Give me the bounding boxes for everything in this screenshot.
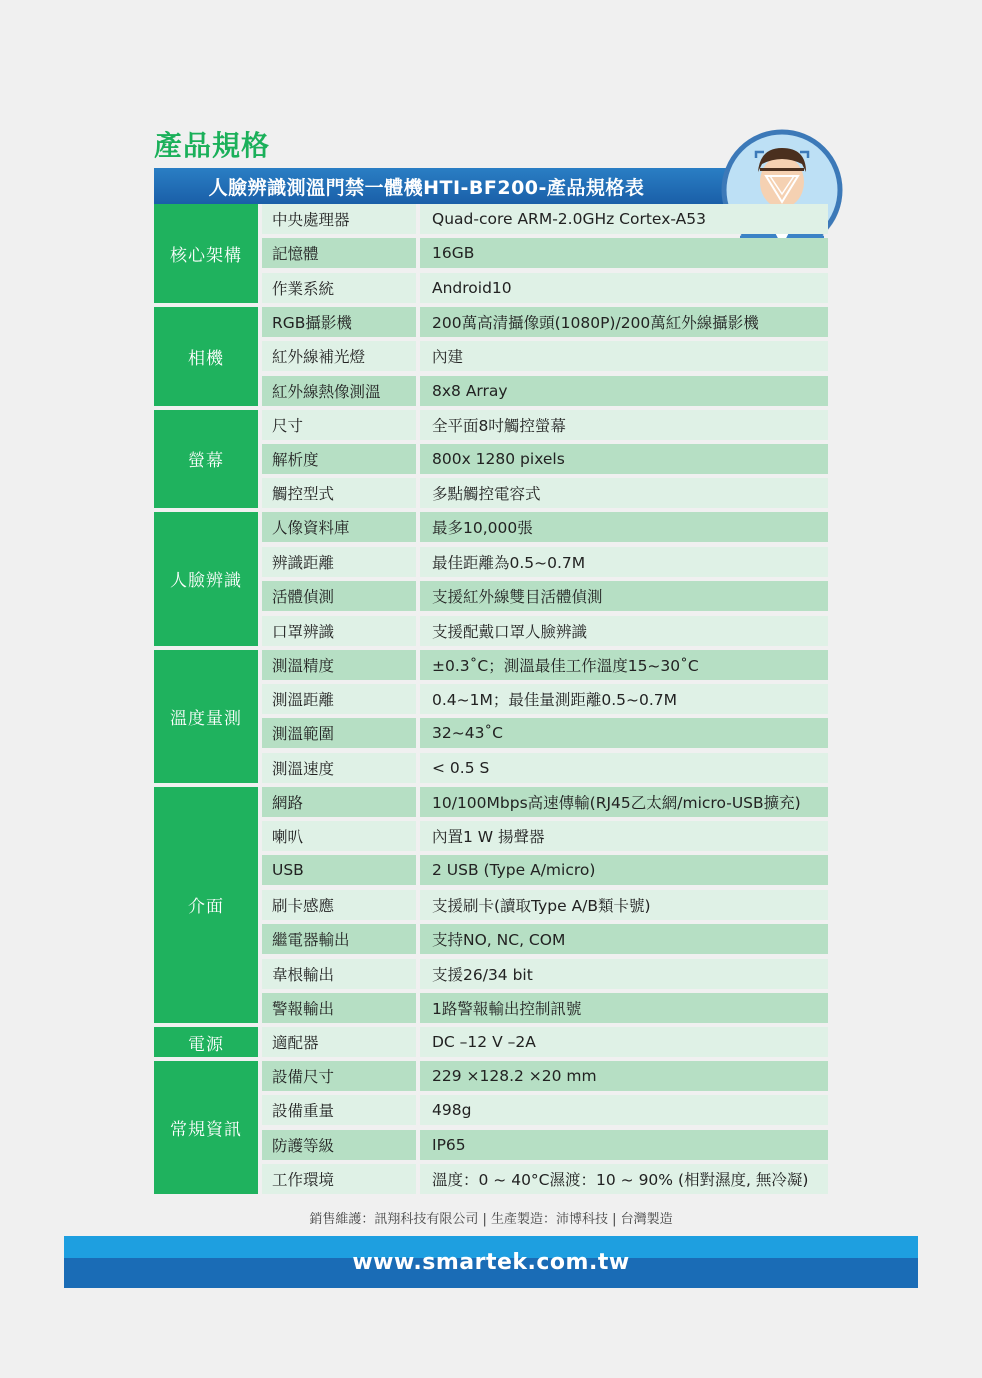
spec-value: 全平面8吋觸控螢幕	[420, 410, 828, 440]
spec-group	[154, 1061, 828, 1194]
spec-row	[262, 273, 828, 303]
spec-row	[262, 1027, 828, 1057]
spec-value: 229 ×128.2 ×20 mm	[420, 1061, 828, 1091]
spec-row	[262, 650, 828, 680]
spec-group	[154, 1027, 828, 1057]
spec-key: 測溫距離	[262, 684, 416, 714]
spec-value: 內置1 W 揚聲器	[420, 821, 828, 851]
group-label: 常規資訊	[154, 1061, 258, 1194]
spec-value: IP65	[420, 1130, 828, 1160]
spec-row	[262, 753, 828, 783]
spec-value: Android10	[420, 273, 828, 303]
website-link[interactable]: www.smartek.com.tw	[352, 1249, 630, 1275]
spec-value: 支援刷卡(讀取Type A/B類卡號)	[420, 890, 828, 920]
group-rows	[258, 787, 828, 1023]
spec-row	[262, 238, 828, 268]
group-rows	[258, 410, 828, 509]
spec-row	[262, 787, 828, 817]
spec-key: 測溫速度	[262, 753, 416, 783]
spec-row	[262, 855, 828, 885]
spec-row	[262, 478, 828, 508]
spec-value: 0.4~1M；最佳量測距離0.5~0.7M	[420, 684, 828, 714]
spec-row	[262, 1095, 828, 1125]
spec-key: 活體偵測	[262, 581, 416, 611]
spec-row	[262, 204, 828, 234]
table-title: 人臉辨識測溫門禁一體機HTI-BF200-產品規格表	[154, 168, 739, 204]
spec-value: 1路警報輸出控制訊號	[420, 993, 828, 1023]
spec-key: 測溫範圍	[262, 718, 416, 748]
spec-group	[154, 307, 828, 406]
spec-row	[262, 1061, 828, 1091]
spec-row	[262, 581, 828, 611]
spec-value: 最佳距離為0.5~0.7M	[420, 547, 828, 577]
spec-key: 適配器	[262, 1027, 416, 1057]
spec-value: 支援26/34 bit	[420, 959, 828, 989]
spec-group	[154, 410, 828, 509]
spec-key: 設備重量	[262, 1095, 416, 1125]
spec-group	[154, 787, 828, 1023]
spec-value: 溫度：0 ~ 40°C濕渡：10 ~ 90% (相對濕度, 無冷凝)	[420, 1164, 828, 1194]
spec-row	[262, 512, 828, 542]
spec-value: 支持NO, NC, COM	[420, 924, 828, 954]
spec-value: Quad-core ARM-2.0GHz Cortex-A53	[420, 204, 828, 234]
spec-value: 支援紅外線雙目活體偵測	[420, 581, 828, 611]
spec-row	[262, 547, 828, 577]
website-banner	[64, 1236, 918, 1288]
spec-key: 測溫精度	[262, 650, 416, 680]
spec-key: 辨識距離	[262, 547, 416, 577]
spec-key: 口罩辨識	[262, 616, 416, 646]
spec-row	[262, 307, 828, 337]
spec-value: 2 USB (Type A/micro)	[420, 855, 828, 885]
spec-value: < 0.5 S	[420, 753, 828, 783]
spec-row	[262, 1164, 828, 1194]
spec-value: 最多10,000張	[420, 512, 828, 542]
spec-value: 內建	[420, 341, 828, 371]
spec-table	[154, 204, 828, 1198]
spec-key: 警報輸出	[262, 993, 416, 1023]
group-rows	[258, 204, 828, 303]
group-rows	[258, 307, 828, 406]
spec-key: RGB攝影機	[262, 307, 416, 337]
spec-value: 200萬高清攝像頭(1080P)/200萬紅外線攝影機	[420, 307, 828, 337]
spec-value: 10/100Mbps高速傳輸(RJ45乙太網/micro-USB擴充)	[420, 787, 828, 817]
spec-row	[262, 341, 828, 371]
spec-key: 紅外線補光燈	[262, 341, 416, 371]
spec-key: 設備尺寸	[262, 1061, 416, 1091]
group-label: 溫度量測	[154, 650, 258, 783]
spec-key: 作業系統	[262, 273, 416, 303]
spec-key: 刷卡感應	[262, 890, 416, 920]
spec-value: DC –12 V –2A	[420, 1027, 828, 1057]
group-label: 相機	[154, 307, 258, 406]
spec-key: 觸控型式	[262, 478, 416, 508]
group-rows	[258, 512, 828, 645]
spec-value: 498g	[420, 1095, 828, 1125]
spec-key: 記憶體	[262, 238, 416, 268]
footer-note: 銷售維護：訊翔科技有限公司 | 生產製造：沛博科技 | 台灣製造	[309, 1212, 673, 1227]
spec-row	[262, 444, 828, 474]
spec-key: 網路	[262, 787, 416, 817]
spec-key: 人像資料庫	[262, 512, 416, 542]
page-title: 產品規格	[154, 129, 271, 162]
spec-row	[262, 616, 828, 646]
group-label: 核心架構	[154, 204, 258, 303]
spec-key: 紅外線熱像測溫	[262, 376, 416, 406]
spec-key: 工作環境	[262, 1164, 416, 1194]
spec-group	[154, 204, 828, 303]
spec-row	[262, 924, 828, 954]
group-label: 電源	[154, 1027, 258, 1057]
spec-value: 8x8 Array	[420, 376, 828, 406]
spec-key: 喇叭	[262, 821, 416, 851]
group-rows	[258, 650, 828, 783]
spec-value: 多點觸控電容式	[420, 478, 828, 508]
group-label: 介面	[154, 787, 258, 1023]
spec-value: 32~43˚C	[420, 718, 828, 748]
spec-key: USB	[262, 855, 416, 885]
spec-value: 16GB	[420, 238, 828, 268]
spec-row	[262, 890, 828, 920]
spec-group	[154, 650, 828, 783]
spec-key: 防護等級	[262, 1130, 416, 1160]
spec-row	[262, 410, 828, 440]
group-rows	[258, 1027, 828, 1057]
spec-key: 解析度	[262, 444, 416, 474]
spec-row	[262, 1130, 828, 1160]
spec-row	[262, 993, 828, 1023]
spec-row	[262, 718, 828, 748]
group-label: 螢幕	[154, 410, 258, 509]
spec-group	[154, 512, 828, 645]
spec-value: 支援配戴口罩人臉辨識	[420, 616, 828, 646]
spec-row	[262, 959, 828, 989]
spec-key: 中央處理器	[262, 204, 416, 234]
spec-key: 繼電器輸出	[262, 924, 416, 954]
spec-row	[262, 821, 828, 851]
spec-row	[262, 684, 828, 714]
group-rows	[258, 1061, 828, 1194]
spec-value: 800x 1280 pixels	[420, 444, 828, 474]
group-label: 人臉辨識	[154, 512, 258, 645]
spec-row	[262, 376, 828, 406]
spec-key: 韋根輸出	[262, 959, 416, 989]
spec-value: ±0.3˚C；測溫最佳工作溫度15~30˚C	[420, 650, 828, 680]
spec-key: 尺寸	[262, 410, 416, 440]
